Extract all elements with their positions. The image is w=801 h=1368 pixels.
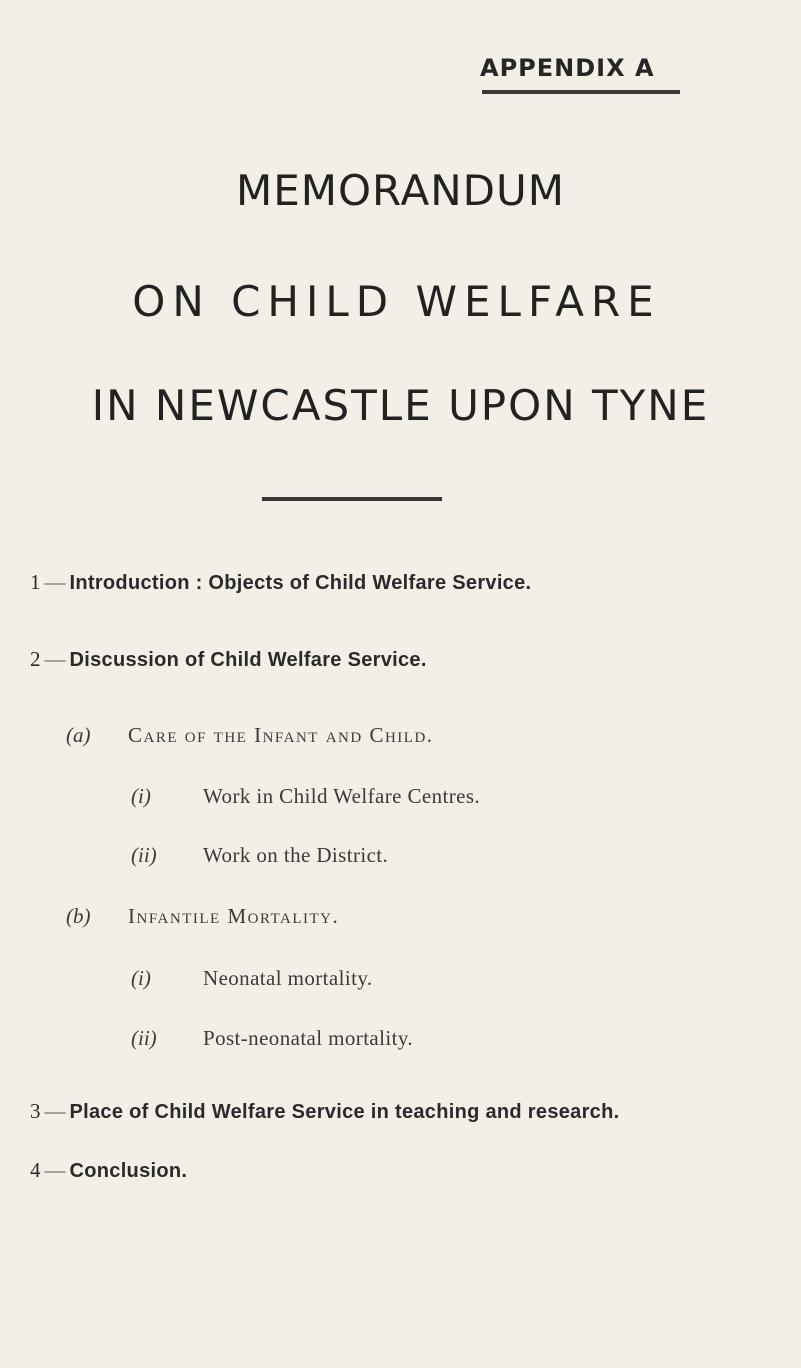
subitem-text: Work in Child Welfare Centres. bbox=[203, 784, 481, 808]
contents-subitem-a bbox=[66, 723, 434, 748]
item-dash: — bbox=[44, 1158, 66, 1182]
subitem-marker: (ii) bbox=[131, 1026, 157, 1050]
item-dash: — bbox=[44, 1099, 66, 1123]
contents-item-3 bbox=[30, 1099, 619, 1124]
title-child-welfare: ON CHILD WELFARE bbox=[132, 277, 661, 326]
contents-subitem-b bbox=[66, 904, 339, 929]
subitem-text: Work on the District. bbox=[203, 843, 389, 867]
subitem-marker: (b) bbox=[66, 904, 91, 928]
item-text: Introduction : Objects of Child Welfare Service. bbox=[69, 572, 532, 594]
subitem-marker: (a) bbox=[66, 723, 91, 747]
item-text: Conclusion. bbox=[69, 1160, 188, 1182]
subitem-text: Care of the Infant and Child. bbox=[128, 723, 434, 747]
contents-subitem-b-ii bbox=[131, 1026, 413, 1051]
subitem-text: Infantile Mortality. bbox=[128, 904, 340, 928]
item-dash: — bbox=[44, 570, 66, 594]
section-divider bbox=[262, 497, 442, 501]
title-newcastle: IN NEWCASTLE UPON TYNE bbox=[91, 381, 710, 430]
title-memorandum: MEMORANDUM bbox=[235, 166, 566, 215]
item-dash: — bbox=[44, 647, 66, 671]
item-number: 2 bbox=[30, 647, 41, 671]
contents-item-2 bbox=[30, 647, 427, 672]
item-number: 1 bbox=[30, 570, 41, 594]
item-number: 4 bbox=[30, 1158, 41, 1182]
item-text: Discussion of Child Welfare Service. bbox=[69, 649, 427, 671]
subitem-text: Neonatal mortality. bbox=[203, 966, 373, 990]
subitem-text: Post-neonatal mortality. bbox=[203, 1026, 414, 1050]
contents-item-4 bbox=[30, 1158, 187, 1183]
item-text: Place of Child Welfare Service in teaching and research. bbox=[69, 1101, 620, 1123]
contents-item-1 bbox=[30, 570, 531, 595]
subitem-marker: (i) bbox=[131, 966, 151, 990]
subitem-marker: (ii) bbox=[131, 843, 157, 867]
contents-subitem-a-i bbox=[131, 784, 480, 809]
appendix-underline bbox=[482, 90, 680, 94]
subitem-marker: (i) bbox=[131, 784, 151, 808]
contents-subitem-b-i bbox=[131, 966, 373, 991]
appendix-label: APPENDIX A bbox=[480, 54, 655, 82]
item-number: 3 bbox=[30, 1099, 41, 1123]
contents-subitem-a-ii bbox=[131, 843, 388, 868]
